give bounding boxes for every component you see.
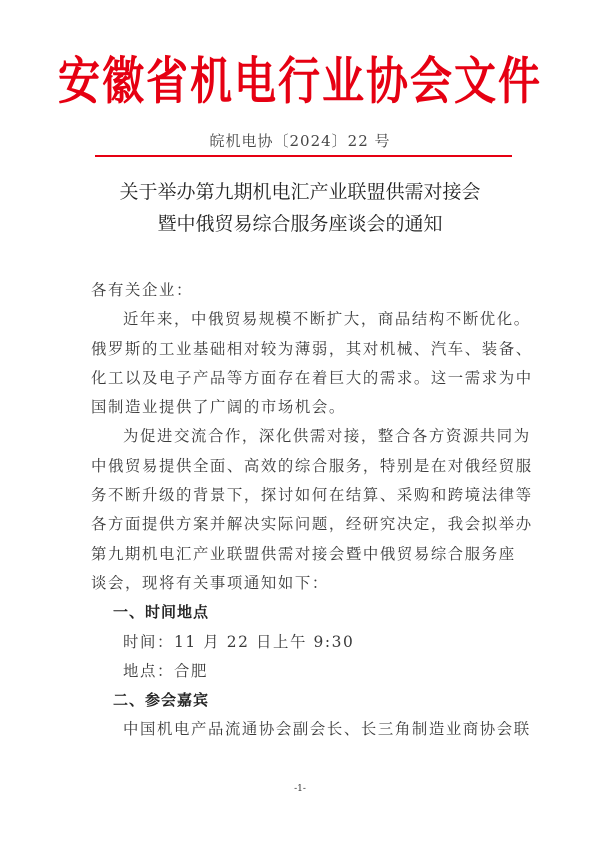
guest-detail: 中国机电产品流通协会副会长、长三角制造业商协会联 xyxy=(123,720,531,739)
section-heading: 二、参会嘉宾 xyxy=(113,691,210,710)
paragraph-line: 化工以及电子产品等方面存在着巨大的需求。这一需求为中 xyxy=(91,368,533,387)
section-time-location xyxy=(91,598,511,686)
paragraph-line: 务不断升级的背景下，探讨如何在结算、采购和跨境法律等 xyxy=(91,486,533,505)
document-body xyxy=(91,276,533,745)
paragraph-line: 国制造业提供了广阔的市场机会。 xyxy=(91,398,346,417)
notice-title-line-2: 暨中俄贸易综合服务座谈会的通知 xyxy=(157,213,443,235)
time-detail: 时间：11 月 22 日上午 9:30 xyxy=(123,632,355,651)
notice-title-line-1: 关于举办第九期机电汇产业联盟供需对接会 xyxy=(119,181,481,203)
red-divider xyxy=(95,155,512,157)
paragraph-line: 中俄贸易提供全面、高效的综合服务，特别是在对俄经贸服 xyxy=(91,456,533,475)
paragraph-2 xyxy=(91,422,533,598)
page-number: -1- xyxy=(294,784,306,794)
location-detail: 地点：合肥 xyxy=(123,661,208,680)
salutation: 各有关企业： xyxy=(91,281,193,299)
document-number: 皖机电协〔2024〕22 号 xyxy=(209,132,391,150)
paragraph-line: 为促进交流合作，深化供需对接，整合各方资源共同为 xyxy=(123,427,531,446)
paragraph-line: 第九期机电汇产业联盟供需对接会暨中俄贸易综合服务座 xyxy=(91,544,516,563)
paragraph-line: 俄罗斯的工业基础相对较为薄弱，其对机械、汽车、装备、 xyxy=(91,339,533,358)
paragraph-line: 各方面提供方案并解决实际问题，经研究决定，我会拟举办 xyxy=(91,515,533,534)
section-heading: 一、时间地点 xyxy=(113,603,210,622)
paragraph-1 xyxy=(91,305,533,422)
paragraph-line: 谈会，现将有关事项通知如下： xyxy=(91,573,329,592)
paragraph-line: 近年来，中俄贸易规模不断扩大，商品结构不断优化。 xyxy=(123,310,531,329)
masthead-title: 安徽省机电行业协会文件 xyxy=(57,51,542,111)
section-guests xyxy=(91,686,531,745)
notice-title xyxy=(0,176,600,240)
